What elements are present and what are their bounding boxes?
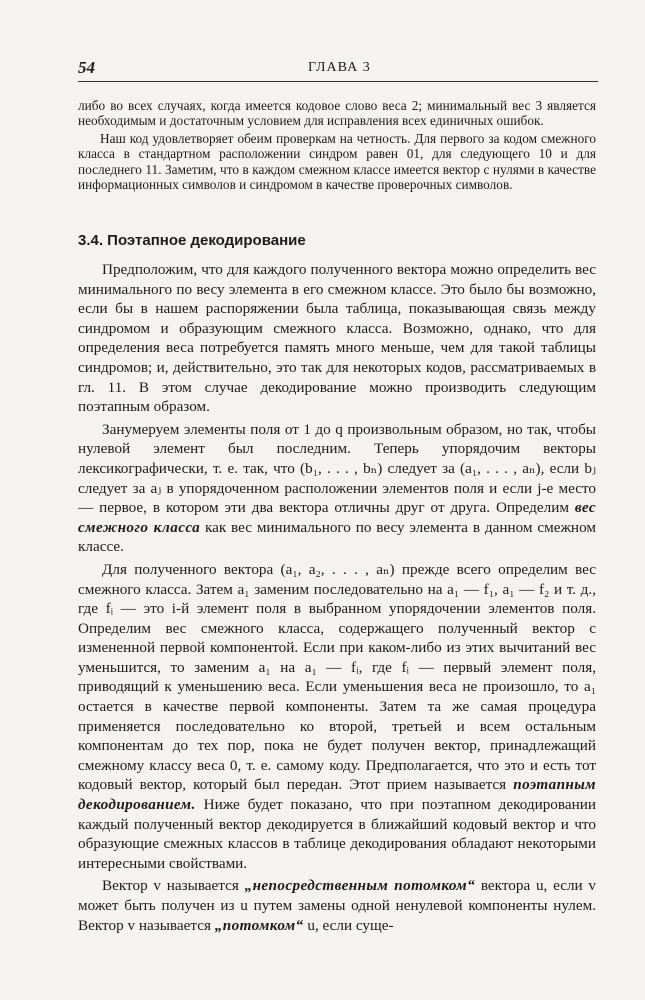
body-text: Ниже будет показано, что при поэтапном декодировании каждый полученный вектор декодируется в ближайший кодовый вектор и что образующие смежных классов в таблице декодирования обладают некоторыми интересными свойствами. — [78, 796, 596, 872]
body-text: Для полученного вектора (a₁, a₂, . . . , aₙ) прежде всего определим вес смежного класса. Затем a₁ заменим последовательно на a₁ — f₁, a₁ — f₂ и т. д., где fᵢ — это i-й элемент поля в выбранном упорядочении элементов поля. Определим вес смежного класса, содержащего полученный вектор с измененной первой компонентой. Если при каком-либо из этих вычитаний вес уменьшится, то заменим a₁ на a₁ — fᵢ, где fᵢ — первый элемент поля, приводящий к уменьшению веса. Если уменьшения веса не произошло, то a₁ остается в качестве первой компоненты. Затем та же самая процедура применяется последовательно ко второй, третьей и всем остальным компонентам до тех пор, пока не будет получен вектор, принадлежащий смежному классу веса 0, т. е. самому коду. Предполагается, что это и есть тот кодовый вектор, который был передан. Этот прием называется — [78, 560, 596, 794]
body-block — [78, 260, 596, 938]
intro-paragraph-1: либо во всех случаях, когда имеется кодовое слово веса 2; минимальный вес 3 является необходимым и достаточным условием для исправления всех единичных ошибок. — [78, 98, 596, 129]
body-text: Занумеруем элементы поля от 1 до q произвольным образом, но так, чтобы нулевой элемент был последним. Теперь упорядочим векторы лексикографически, т. е. так, что (b₁, . . . , bₙ) следует за (a₁, . . . , aₙ), если bⱼ следует за aⱼ в упорядоченном расположении элементов поля и если j-е место — первое, в котором эти два вектора отличны друг от друга. Определим — [78, 420, 596, 517]
header-rule — [78, 81, 598, 82]
intro-block — [78, 98, 596, 192]
body-text: u, если суще- — [303, 916, 394, 934]
term-emphasis: „потомком“ — [214, 916, 304, 934]
body-text: вектора u, если v может быть получен из u путем замены одной ненулевой компоненты нулем. Вектор v называется — [78, 877, 597, 934]
intro-paragraph-2: Наш код удовлетворяет обеим проверкам на четность. Для первого за кодом смежного класса в стандартном расположении синдром равен 01, для следующего 10 и для последнего 11. Заметим, что в каждом смежном классе имеется вектор с нулями в качестве информационных символов и синдромом в качестве проверочных символов. — [78, 130, 596, 193]
body-paragraph-1: Предположим, что для каждого полученного вектора можно определить вес минимального по весу элемента в его смежном классе. Это было бы возможно, если бы в нашем распоряжении была таблица, показывающая связь между синдромом и образующим смежного класса. Возможно, однако, что для определения веса потребуется память много меньше, чем для такой таблицы синдромов; и, действительно, это так для некоторых кодов, рассматриваемых в гл. 11. В этом случае декодирование можно производить следующим поэтапным образом. — [78, 261, 596, 416]
page-number: 54 — [78, 58, 95, 77]
term-emphasis: поэтапным декодированием. — [78, 776, 596, 814]
body-paragraph-2 — [78, 420, 596, 557]
section-heading: 3.4. Поэтапное декодирование — [78, 232, 306, 249]
term-emphasis: „непосредственным потомком“ — [244, 877, 476, 895]
body-paragraph-4 — [78, 876, 596, 935]
body-paragraph-3 — [78, 560, 596, 874]
body-text: как вес минимального по весу элемента в данном смежном классе. — [78, 518, 596, 556]
body-text: Вектор v называется — [102, 877, 245, 895]
term-emphasis: вес смежного класса — [78, 499, 596, 536]
chapter-title: ГЛАВА 3 — [308, 60, 371, 75]
page-header — [78, 58, 598, 82]
